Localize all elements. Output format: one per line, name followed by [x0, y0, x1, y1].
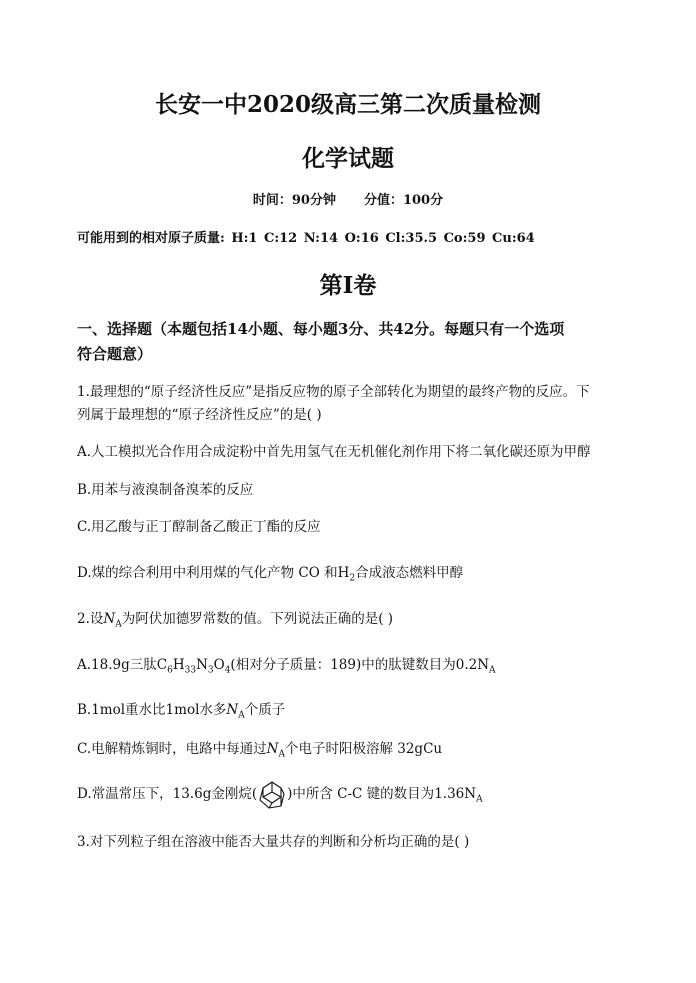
tripeptide-formula: $C_6H_{33}N_3O_4$: [156, 657, 231, 676]
volume-title: 第I卷: [319, 272, 377, 299]
atomic-masses: 可能用到的相对原子质量: H:1 C:12 N:14 O:16 Cl:35.5 Co:59 Cu:64: [77, 231, 535, 246]
q1-option-a: A.人工模拟光合作用合成淀粉中首先用氢气在无机催化剂作用下将二氧化碳还原为甲醇: [77, 444, 591, 460]
q3-stem: 3.对下列粒子组在溶液中能否大量共存的判断和分析均正确的是( ): [77, 834, 470, 850]
adamantane-structure-icon: [257, 780, 287, 810]
q2-option-d: D.常温常压下，13.6g金刚烷( )中所含 C-C 键的数目为$1.36N_A$: [77, 782, 483, 802]
q1-option-d: [77, 561, 464, 584]
q1-stem-line1: 1.最理想的“原子经济性反应”是指反应物的原子全部转化为期望的最终产物的反应。下: [77, 384, 590, 400]
subject-title: 化学试题: [302, 145, 394, 172]
exam-score: 分值：100分: [363, 193, 444, 208]
q2-stem: 2.设$N_A$为阿伏加德罗常数的值。下列说法正确的是( ): [77, 611, 394, 630]
exam-title: 长安一中2020级高三第二次质量检测: [154, 91, 541, 118]
q1-option-c: C.用乙酸与正丁醇制备乙酸正丁酯的反应: [77, 519, 321, 535]
exam-meta: [0, 189, 696, 208]
q2-option-a: A.18.9g三肽$C_6H_{33}N_3O_4$(相对分子质量：189)中的肽键数目为$0.2N_A$: [77, 657, 496, 676]
exam-time: 时间：90分钟: [252, 193, 336, 208]
section-heading-line2: 符合题意）: [77, 345, 153, 363]
q1-d-pre: D.煤的综合利用中利用煤的气化产物 CO 和: [77, 565, 338, 581]
q1-stem-line2: 列属于最理想的“原子经济性反应”的是( ): [77, 407, 322, 423]
section-heading-line1: 一、选择题（本题包括14小题、每小题3分、共42分。每题只有一个选项: [77, 320, 565, 338]
h2-formula: $H_2$: [337, 565, 356, 584]
q2-option-c: C.电解精炼铜时，电路中每通过$N_A$个电子时阳极溶解 32gCu: [77, 741, 443, 760]
q1-option-b: B.用苯与液溴制备溴苯的反应: [77, 482, 254, 498]
q1-d-post: 合成液态燃料甲醇: [355, 565, 464, 581]
q2-option-b: B.1mol重水比1mol水多$N_A$个质子: [77, 702, 286, 721]
